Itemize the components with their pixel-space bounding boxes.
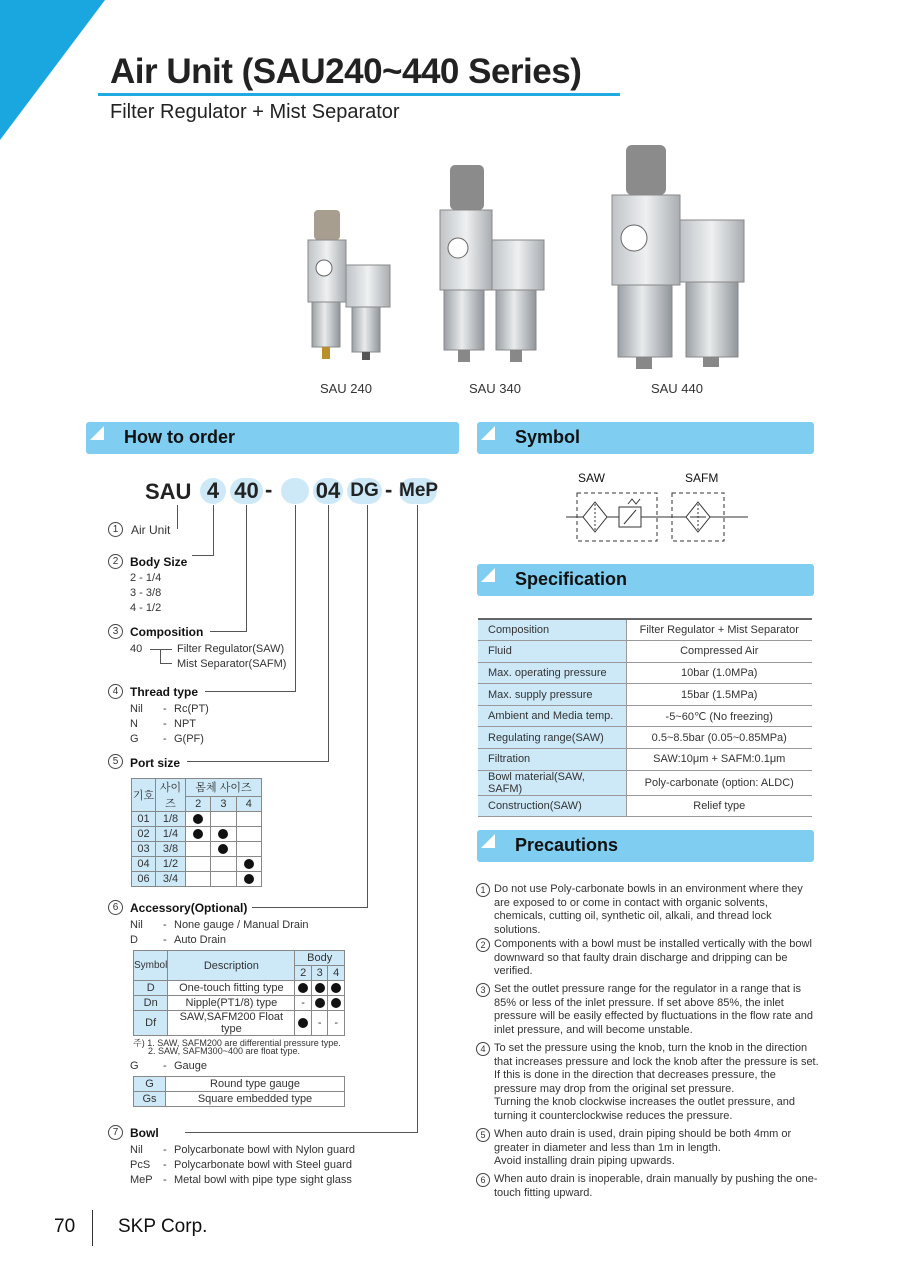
gauge-desc: Round type gauge [166, 1077, 345, 1092]
code-thread [281, 478, 309, 504]
port-row [132, 812, 262, 827]
port-mark [211, 842, 236, 857]
gauge-row [134, 1092, 345, 1107]
port-row [132, 857, 262, 872]
port-mark [236, 872, 261, 887]
product-photos [290, 140, 750, 370]
title-underline [98, 93, 620, 96]
accessory-note: 2. SAW, SAFM300~400 are float type. [148, 1046, 300, 1056]
bowl-code: PcS [130, 1159, 151, 1171]
acc-mark [328, 996, 345, 1011]
company-name: SKP Corp. [118, 1216, 208, 1237]
symbol-safm-label: SAFM [685, 471, 719, 485]
item-5-label: Port size [130, 756, 181, 770]
gauge-code: G [134, 1077, 166, 1092]
page-title: Air Unit (SAU240~440 Series) [110, 52, 582, 91]
port-header-body: 몸체 사이즈 [186, 779, 262, 797]
accessory-sep: - [163, 934, 167, 946]
item-7-label: Bowl [130, 1126, 159, 1140]
gauge-table [133, 1076, 345, 1107]
available-dot-icon [331, 998, 341, 1008]
port-mark [186, 842, 211, 857]
precaution-item [476, 1173, 821, 1200]
spec-value: Poly-carbonate (option: ALDC) [626, 770, 812, 795]
precaution-text-2: Avoid installing drain piping upwards. [494, 1155, 675, 1168]
port-size-table [131, 778, 262, 887]
connector-line [367, 505, 368, 908]
acc-symbol: Dn [134, 996, 168, 1011]
available-dot-icon [298, 1018, 308, 1028]
accessory-code: Nil [130, 919, 143, 931]
code-comp: 40 [230, 478, 263, 504]
port-row [132, 872, 262, 887]
spec-key: Max. supply pressure [478, 684, 626, 706]
available-dot-icon [193, 829, 203, 839]
port-col: 2 [186, 796, 211, 811]
port-mark [211, 812, 236, 827]
accessory-note: 주) 1. SAW, SAFM200 are differential pressure type. [133, 1038, 341, 1048]
available-dot-icon [315, 983, 325, 993]
bowl-value: Polycarbonate bowl with Steel guard [174, 1159, 352, 1171]
specification-table [478, 618, 812, 817]
spec-row [478, 749, 812, 771]
thread-code: Nil [130, 703, 143, 715]
item-6-label: Accessory(Optional) [130, 901, 248, 915]
connector-line [210, 631, 247, 632]
bowl-sep: - [163, 1159, 167, 1171]
spec-row [478, 705, 812, 727]
accessory-value: None gauge / Manual Drain [174, 919, 309, 931]
spec-row [478, 641, 812, 663]
item-3-number: 3 [108, 624, 123, 639]
port-code: 04 [132, 857, 156, 872]
code-bowl: MeP [399, 478, 437, 504]
precaution-number: 6 [476, 1173, 490, 1187]
symbol-saw-label: SAW [578, 471, 605, 485]
port-size: 1/4 [156, 827, 186, 842]
item-6-number: 6 [108, 900, 123, 915]
spec-key: Construction(SAW) [478, 795, 626, 817]
connector-line [187, 761, 329, 762]
port-mark [236, 857, 261, 872]
spec-value: 15bar (1.5MPa) [626, 684, 812, 706]
precaution-number: 4 [476, 1042, 490, 1056]
spec-key: Filtration [478, 749, 626, 771]
thread-code: G [130, 733, 139, 745]
acc-desc: SAW,SAFM200 Float type [168, 1011, 295, 1036]
thread-sep: - [163, 703, 167, 715]
composition-code: 40 [130, 643, 143, 655]
precaution-text: Do not use Poly-carbonate bowls in an environment where they are exposed to or come in contact with organic solvents, chemicals, cutting oil, synthetic oil, alkali, and thread lock solutions. [494, 883, 803, 936]
precaution-text: When auto drain is used, drain piping should be both 4mm or greater in diameter and less than 1m in length. [494, 1128, 792, 1154]
connector-line [252, 907, 368, 908]
composition-option: Mist Separator(SAFM) [177, 658, 287, 670]
bowl-code: Nil [130, 1144, 143, 1156]
port-size: 3/8 [156, 842, 186, 857]
acc-mark [311, 981, 328, 996]
thread-value: G(PF) [174, 733, 204, 745]
port-mark [211, 857, 236, 872]
port-header-code: 기호 [132, 779, 156, 812]
available-dot-icon [218, 829, 228, 839]
spec-value: -5~60℃ (No freezing) [626, 705, 812, 727]
connector-line [205, 691, 296, 692]
port-mark [186, 857, 211, 872]
port-row [132, 842, 262, 857]
port-mark [186, 872, 211, 887]
precaution-text-2: Turning the knob clockwise increases the outlet pressure, and turning it counterclockwise reduces the pressure. [494, 1096, 796, 1122]
page-number: 70 [54, 1216, 76, 1237]
accessory-table [133, 950, 345, 1036]
code-prefix: SAU [145, 479, 192, 504]
corner-accent [0, 0, 105, 140]
port-header-size: 사이즈 [156, 779, 186, 812]
bowl-value: Polycarbonate bowl with Nylon guard [174, 1144, 355, 1156]
gauge-row [134, 1077, 345, 1092]
item-4-label: Thread type [130, 685, 199, 699]
connector-line [185, 1132, 418, 1133]
port-code: 03 [132, 842, 156, 857]
connector-line [417, 505, 418, 1133]
connector-line [213, 505, 214, 556]
gauge-desc: Square embedded type [166, 1092, 345, 1107]
available-dot-icon [315, 998, 325, 1008]
spec-value: 0.5~8.5bar (0.05~0.85MPa) [626, 727, 812, 749]
acc-mark: - [311, 1011, 328, 1036]
spec-row [478, 684, 812, 706]
precaution-text: Set the outlet pressure range for the regulator in a range that is 85% or less of the inlet pressure. If set above 85%, the inlet pressure will be easily effected by fluctuations in the flow rate and inlet pressure, and will become unstable. [494, 983, 813, 1036]
acc-col: 3 [311, 966, 328, 981]
acc-desc: One-touch fitting type [168, 981, 295, 996]
spec-row [478, 795, 812, 817]
spec-row [478, 662, 812, 684]
bowl-sep: - [163, 1174, 167, 1186]
code-accessory: DG [347, 478, 382, 504]
port-code: 01 [132, 812, 156, 827]
accessory-sep: - [163, 919, 167, 931]
bracket-line [160, 649, 161, 663]
bowl-sep: - [163, 1144, 167, 1156]
acc-header-desc: Description [168, 951, 295, 981]
port-row [132, 827, 262, 842]
available-dot-icon [193, 814, 203, 824]
gauge-code: G [130, 1060, 139, 1072]
item-1-number: 1 [108, 522, 123, 537]
body-size-option: 2 - 1/4 [130, 572, 162, 584]
connector-line [295, 505, 296, 692]
item-7-number: 7 [108, 1125, 123, 1140]
port-size: 3/4 [156, 872, 186, 887]
spec-value: 10bar (1.0MPa) [626, 662, 812, 684]
port-size: 1/8 [156, 812, 186, 827]
port-size: 1/2 [156, 857, 186, 872]
item-2-label: Body Size [130, 555, 188, 569]
port-mark [186, 827, 211, 842]
port-mark [186, 812, 211, 827]
accessory-row [134, 1011, 345, 1036]
gauge-code: Gs [134, 1092, 166, 1107]
precaution-number: 5 [476, 1128, 490, 1142]
item-1-label: Air Unit [131, 523, 171, 537]
accessory-value: Auto Drain [174, 934, 226, 946]
available-dot-icon [244, 874, 254, 884]
gauge-sep: - [163, 1060, 167, 1072]
port-col: 4 [236, 796, 261, 811]
acc-symbol: Df [134, 1011, 168, 1036]
composition-option: Filter Regulator(SAW) [177, 643, 285, 655]
precaution-number: 2 [476, 938, 490, 952]
pneumatic-symbol-diagram [562, 488, 752, 548]
thread-value: NPT [174, 718, 196, 730]
accessory-code: D [130, 934, 138, 946]
connector-line [177, 505, 178, 529]
accessory-row [134, 996, 345, 1011]
connector-line [192, 555, 214, 556]
code-port: 04 [313, 478, 343, 504]
sau240-image [308, 210, 390, 360]
acc-col: 4 [328, 966, 345, 981]
sau440-image [612, 145, 744, 369]
connector-line [328, 505, 329, 762]
code-body: 4 [200, 478, 226, 504]
acc-mark [311, 996, 328, 1011]
page-subtitle: Filter Regulator + Mist Separator [110, 101, 400, 123]
code-dash-2: - [385, 477, 393, 502]
spec-value: Relief type [626, 795, 812, 817]
spec-value: Compressed Air [626, 641, 812, 663]
spec-row [478, 619, 812, 641]
spec-value: Filter Regulator + Mist Separator [626, 619, 812, 641]
footer-divider [92, 1210, 93, 1246]
port-code: 06 [132, 872, 156, 887]
body-size-option: 3 - 3/8 [130, 587, 162, 599]
gauge-value: Gauge [174, 1060, 208, 1072]
spec-value: SAW:10μm + SAFM:0.1μm [626, 749, 812, 771]
acc-header-body: Body [295, 951, 345, 966]
precautions-header: Precautions [477, 830, 814, 862]
acc-header-symbol: Symbol [134, 951, 168, 981]
bracket-line [150, 649, 172, 650]
how-to-order-header: How to order [86, 422, 459, 454]
precaution-text: To set the pressure using the knob, turn the knob in the direction that increases pressure and lock the knob after the pressure is set. If this is done in the direction that decreases pressure, the pressure may drop from the original set pressure. [494, 1042, 819, 1095]
acc-desc: Nipple(PT1/8) type [168, 996, 295, 1011]
precaution-number: 1 [476, 883, 490, 897]
spec-row [478, 770, 812, 795]
port-mark [211, 827, 236, 842]
thread-sep: - [163, 718, 167, 730]
port-mark [211, 872, 236, 887]
available-dot-icon [244, 859, 254, 869]
bracket-line [160, 663, 172, 664]
thread-sep: - [163, 733, 167, 745]
product-caption-340: SAU 340 [468, 381, 522, 396]
port-mark [236, 842, 261, 857]
precaution-item [476, 883, 821, 937]
precaution-text: When auto drain is inoperable, drain manually by pushing the one-touch fitting upward. [494, 1173, 818, 1199]
bowl-value: Metal bowl with pipe type sight glass [174, 1174, 352, 1186]
product-caption-440: SAU 440 [650, 381, 704, 396]
available-dot-icon [218, 844, 228, 854]
acc-mark [328, 981, 345, 996]
spec-key: Bowl material(SAW, SAFM) [478, 770, 626, 795]
port-mark [236, 812, 261, 827]
available-dot-icon [298, 983, 308, 993]
spec-key: Fluid [478, 641, 626, 663]
acc-col: 2 [295, 966, 312, 981]
spec-key: Max. operating pressure [478, 662, 626, 684]
spec-key: Ambient and Media temp. [478, 705, 626, 727]
symbol-header: Symbol [477, 422, 814, 454]
precaution-item [476, 983, 821, 1037]
port-code: 02 [132, 827, 156, 842]
acc-mark: - [328, 1011, 345, 1036]
precaution-number: 3 [476, 983, 490, 997]
thread-value: Rc(PT) [174, 703, 209, 715]
acc-mark [295, 1011, 312, 1036]
acc-mark: - [295, 996, 312, 1011]
precaution-item [476, 938, 821, 979]
acc-symbol: D [134, 981, 168, 996]
spec-key: Regulating range(SAW) [478, 727, 626, 749]
connector-line [246, 505, 247, 632]
precaution-text: Components with a bowl must be installed vertically with the bowl downward so that faulty drain discharge and dripping can be verified. [494, 938, 812, 978]
port-col: 3 [211, 796, 236, 811]
sau340-image [440, 165, 544, 362]
acc-mark [295, 981, 312, 996]
item-2-number: 2 [108, 554, 123, 569]
port-mark [236, 827, 261, 842]
accessory-row [134, 981, 345, 996]
spec-row [478, 727, 812, 749]
body-size-option: 4 - 1/2 [130, 602, 162, 614]
bowl-code: MeP [130, 1174, 153, 1186]
item-3-label: Composition [130, 625, 204, 639]
available-dot-icon [331, 983, 341, 993]
item-4-number: 4 [108, 684, 123, 699]
item-5-number: 5 [108, 754, 123, 769]
specification-header: Specification [477, 564, 814, 596]
code-dash-1: - [265, 477, 273, 502]
spec-key: Composition [478, 619, 626, 641]
precaution-item [476, 1128, 821, 1169]
precaution-item [476, 1042, 821, 1124]
thread-code: N [130, 718, 138, 730]
product-caption-240: SAU 240 [319, 381, 373, 396]
